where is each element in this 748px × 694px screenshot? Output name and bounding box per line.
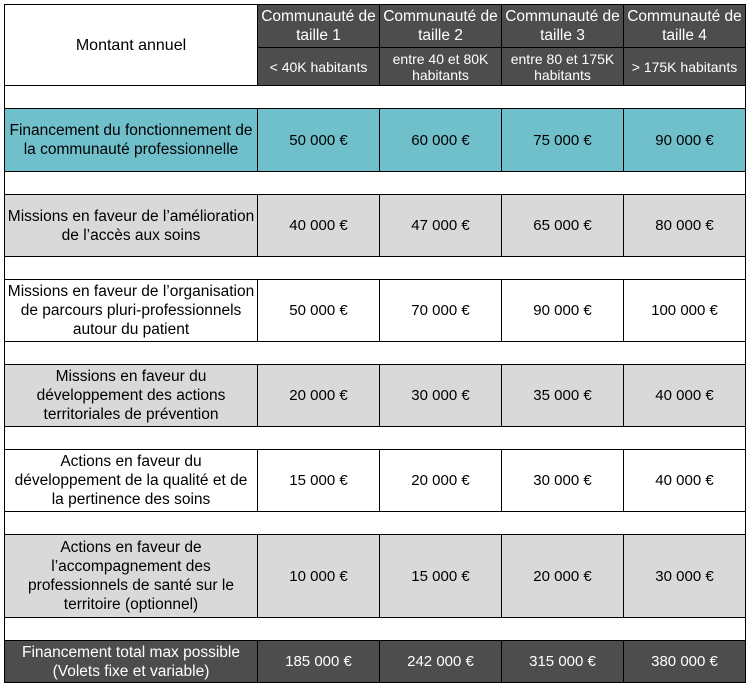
table-row [5,450,746,512]
spacer-row [5,618,746,641]
row-value: 50 000 € [258,280,380,342]
column-title-2: Communauté de taille 2 [380,5,502,48]
spacer-row [5,257,746,280]
total-value: 315 000 € [502,641,624,683]
column-subtitle-1: < 40K habitants [258,48,380,86]
spacer-cell [5,512,746,535]
total-value: 380 000 € [624,641,746,683]
spacer-row [5,427,746,450]
row-value: 40 000 € [624,365,746,427]
table-row [5,109,746,172]
row-value: 100 000 € [624,280,746,342]
row-value: 60 000 € [380,109,502,172]
spacer-cell [5,172,746,195]
column-subtitle-2: entre 40 et 80K habitants [380,48,502,86]
row-label: Missions en faveur du développement des actions territoriales de prévention [5,365,258,427]
row-label: Actions en faveur du développement de la qualité et de la pertinence des soins [5,450,258,512]
spacer-cell [5,618,746,641]
total-row [5,641,746,683]
total-label: Financement total max possible (Volets fixe et variable) [5,641,258,683]
row-value: 40 000 € [258,195,380,257]
row-value: 70 000 € [380,280,502,342]
row-value: 20 000 € [380,450,502,512]
spacer-cell [5,342,746,365]
row-value: 40 000 € [624,450,746,512]
row-value: 75 000 € [502,109,624,172]
table-row [5,365,746,427]
spacer-cell [5,86,746,109]
spacer-cell [5,427,746,450]
spacer-row [5,86,746,109]
row-value: 20 000 € [258,365,380,427]
column-title-1: Communauté de taille 1 [258,5,380,48]
row-label: Missions en faveur de l’organisation de parcours pluri-professionnels autour du patient [5,280,258,342]
row-value: 15 000 € [380,535,502,618]
row-label: Missions en faveur de l’amélioration de l’accès aux soins [5,195,258,257]
row-value: 35 000 € [502,365,624,427]
column-title-4: Communauté de taille 4 [624,5,746,48]
spacer-row [5,512,746,535]
spacer-cell [5,257,746,280]
column-subtitle-4: > 175K habitants [624,48,746,86]
table-row [5,535,746,618]
header-label: Montant annuel [5,5,258,86]
row-value: 90 000 € [624,109,746,172]
row-value: 20 000 € [502,535,624,618]
row-value: 50 000 € [258,109,380,172]
table-row [5,195,746,257]
total-value: 185 000 € [258,641,380,683]
row-value: 65 000 € [502,195,624,257]
table-row [5,280,746,342]
row-value: 47 000 € [380,195,502,257]
row-value: 30 000 € [502,450,624,512]
row-value: 10 000 € [258,535,380,618]
spacer-row [5,172,746,195]
row-value: 90 000 € [502,280,624,342]
row-label: Actions en faveur de l’accompagnement des professionnels de santé sur le territoire (optionnel) [5,535,258,618]
row-value: 30 000 € [380,365,502,427]
row-value: 30 000 € [624,535,746,618]
row-label: Financement du fonctionnement de la communauté professionnelle [5,109,258,172]
total-value: 242 000 € [380,641,502,683]
row-value: 80 000 € [624,195,746,257]
funding-table [4,4,746,683]
spacer-row [5,342,746,365]
row-value: 15 000 € [258,450,380,512]
column-subtitle-3: entre 80 et 175K habitants [502,48,624,86]
column-title-3: Communauté de taille 3 [502,5,624,48]
